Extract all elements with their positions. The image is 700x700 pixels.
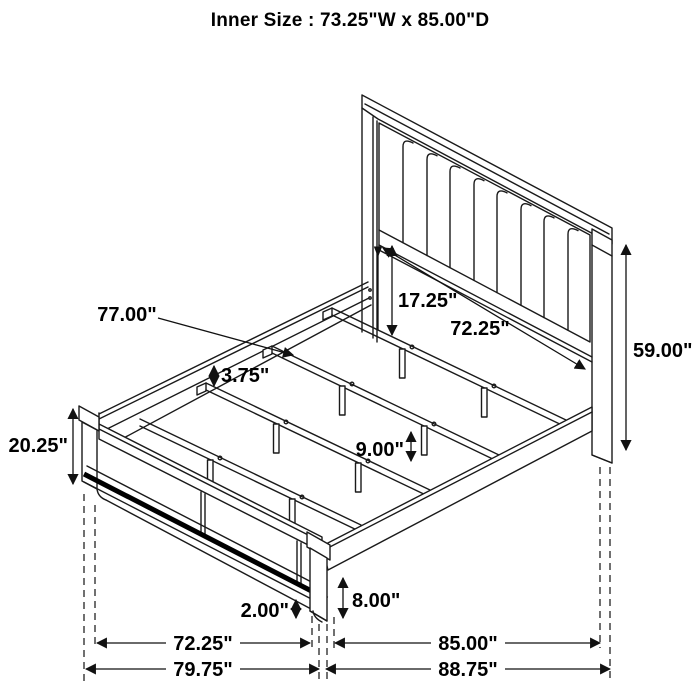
slat-leg [400,349,406,378]
dimension-label-88-75: 88.75" [438,659,498,681]
near-side-rail [322,407,592,570]
dimension-85 [335,631,600,655]
dimension-label-59: 59.00" [633,340,693,362]
footboard-top-rail [99,424,322,552]
slat [323,308,566,427]
dimension-88-75 [326,657,610,681]
dimension-label-3-75: 3.75" [221,365,270,387]
slat-end-cap [323,308,332,320]
dimension-2 [241,600,296,622]
dimension-59 [626,245,693,450]
slat-leg [482,388,488,417]
dimension-8 [343,578,400,618]
dimension-label-77: 77.00" [97,304,157,326]
slat-leg [422,426,428,455]
headboard-right-post [592,229,612,463]
slat-leg [356,463,362,492]
slats [140,308,566,532]
dimension-label-2: 2.00" [240,600,289,622]
dimension-9 [356,432,411,461]
dimension-label-20-25: 20.25" [8,435,68,457]
dimension-79-75 [86,657,319,681]
dimension-label-85: 85.00" [438,633,498,655]
dimension-label-17-25: 17.25" [398,290,458,312]
page-title: Inner Size : 73.25"W x 85.00"D [210,10,490,31]
dimension-3-75 [214,365,269,387]
dimension-label-8: 8.00" [352,590,401,612]
headboard-left-post [362,108,377,342]
footboard-right-post [307,532,330,622]
slat-leg [274,424,280,453]
dimension-label-79-75: 79.75" [173,659,233,681]
dimension-77 [97,304,293,355]
dimension-20-25 [8,409,73,484]
dimension-72-25-bottom [97,631,310,655]
slat-leg [340,386,346,415]
extension-lines [84,467,610,682]
dimension-label-72-25-bottom: 72.25" [173,633,233,655]
dimension-label-9: 9.00" [355,439,404,461]
slat-end-cap [197,383,206,395]
dimension-label-72-25-headboard: 72.25" [450,318,510,340]
